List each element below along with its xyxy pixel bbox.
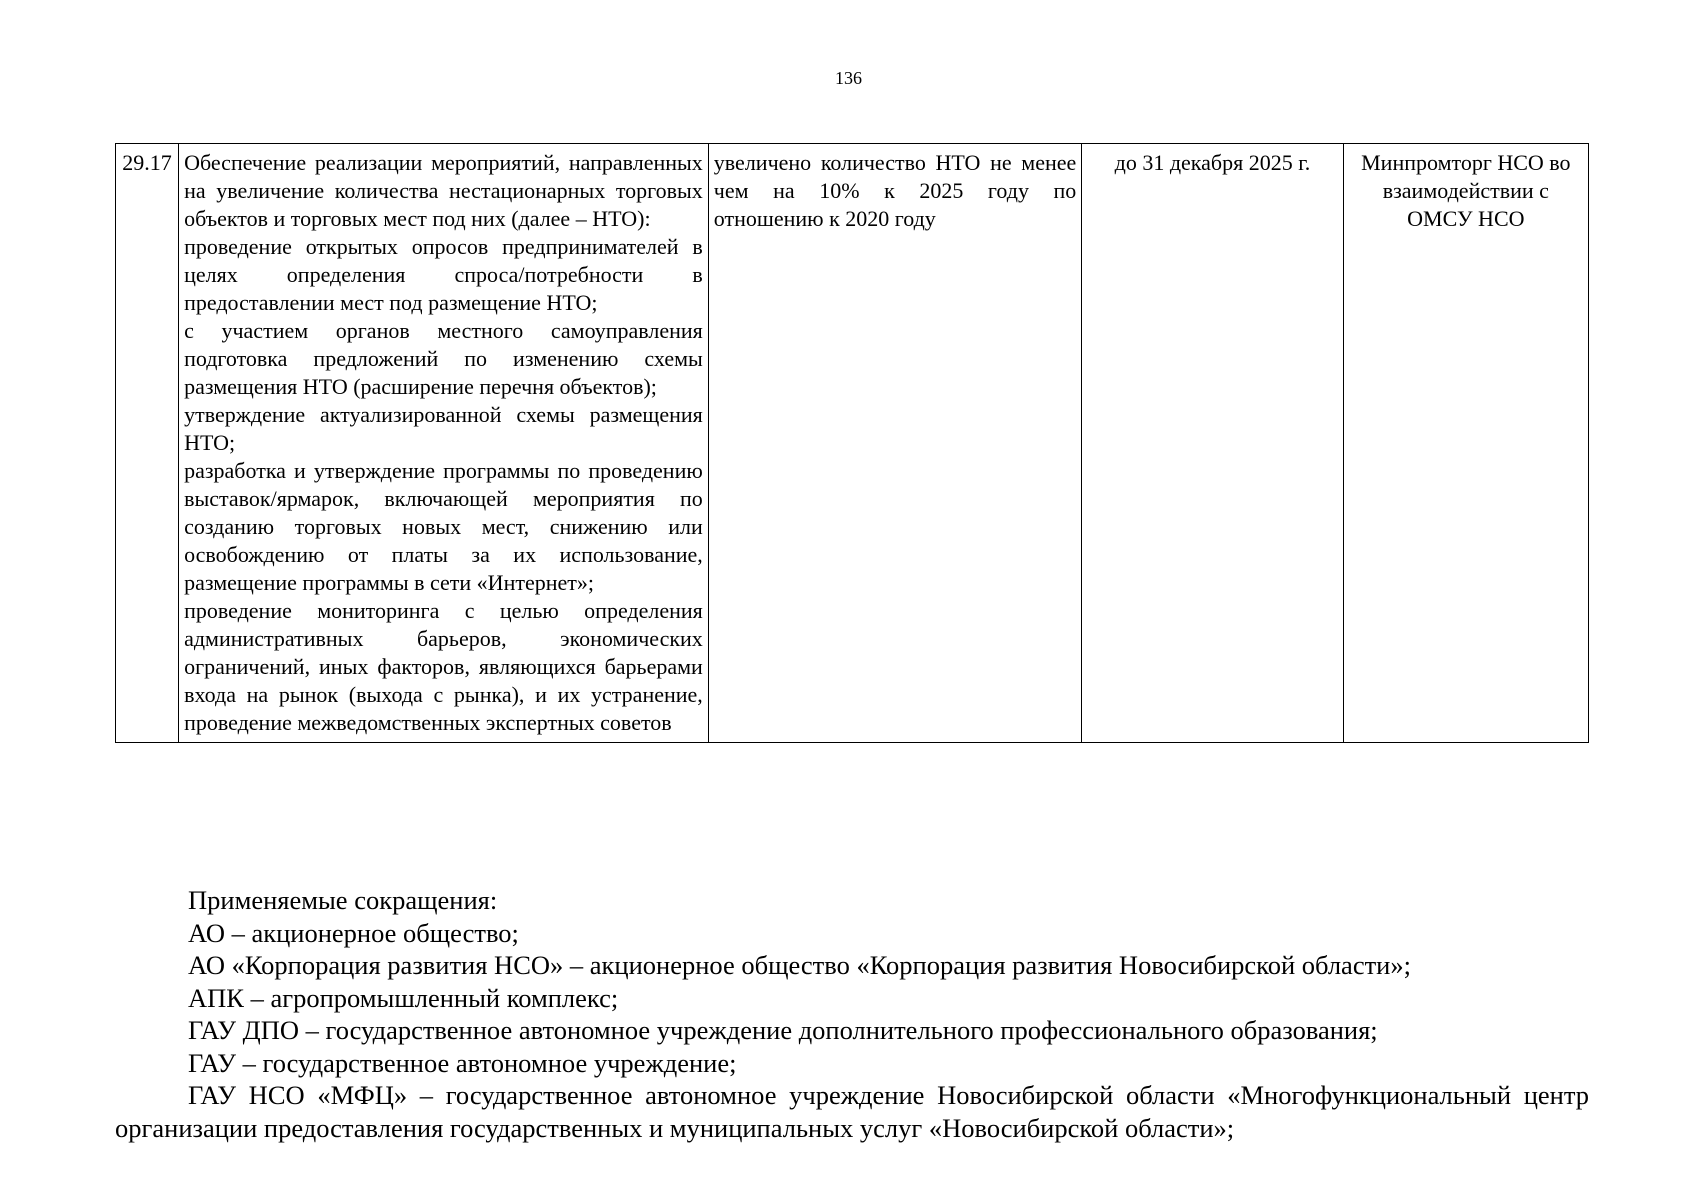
table-row [116, 144, 1589, 743]
abbreviation-item: ГАУ – государственное автономное учреждение; [188, 1047, 737, 1078]
abbreviation-item: АО «Корпорация развития НСО» – акционерное общество «Корпорация развития Новосибирской области»; [188, 950, 1411, 980]
abbreviations-section [115, 884, 1589, 1144]
abbreviation-item: ГАУ НСО «МФЦ» – государственное автономное учреждение Новосибирской области «Многофункциональный центр организации предоставления государственных и муниципальных услуг «Новосибирской области»; [115, 1080, 1589, 1143]
action-paragraph: проведение мониторинга с целью определения административных барьеров, экономических ограничений, иных факторов, являющихся барьерами входа на рынок (выхода с рынка), и их устранение, проведение межведомственных экспертных советов [184, 598, 703, 735]
page-number: 136 [835, 68, 862, 88]
deadline-cell: до 31 декабря 2025 г. [1082, 144, 1343, 743]
abbreviation-item: ГАУ ДПО – государственное автономное учреждение дополнительного профессионального образования; [188, 1015, 1378, 1045]
abbreviation-item: АПК – агропромышленный комплекс; [188, 982, 619, 1013]
abbreviations-heading: Применяемые сокращения: [188, 885, 498, 915]
row-number-cell: 29.17 [116, 144, 179, 743]
result-cell [708, 144, 1082, 743]
responsible-cell: Минпромторг НСО во взаимодействии с ОМСУ НСО [1343, 144, 1588, 743]
action-paragraph: утверждение актуализированной схемы размещения НТО; [184, 402, 703, 455]
abbreviation-item: АО – акционерное общество; [188, 917, 519, 948]
action-cell [179, 144, 709, 743]
action-paragraph: Обеспечение реализации мероприятий, направленных на увеличение количества нестационарных торговых объектов и торговых мест под них (далее – НТО): [184, 150, 703, 231]
action-paragraph: проведение открытых опросов предпринимателей в целях определения спроса/потребности в предоставлении мест под размещение НТО; [184, 234, 703, 315]
action-paragraph: с участием органов местного самоуправления подготовка предложений по изменению схемы размещения НТО (расширение перечня объектов); [184, 318, 703, 399]
action-paragraph: разработка и утверждение программы по проведению выставок/ярмарок, включающей мероприятия по созданию торговых новых мест, снижению или освобождению от платы за их использование, размещение программы в сети «Интернет»; [184, 458, 703, 595]
activities-table [115, 143, 1589, 743]
result-text: увеличено количество НТО не менее чем на 10% к 2025 году по отношению к 2020 году [713, 150, 1077, 231]
